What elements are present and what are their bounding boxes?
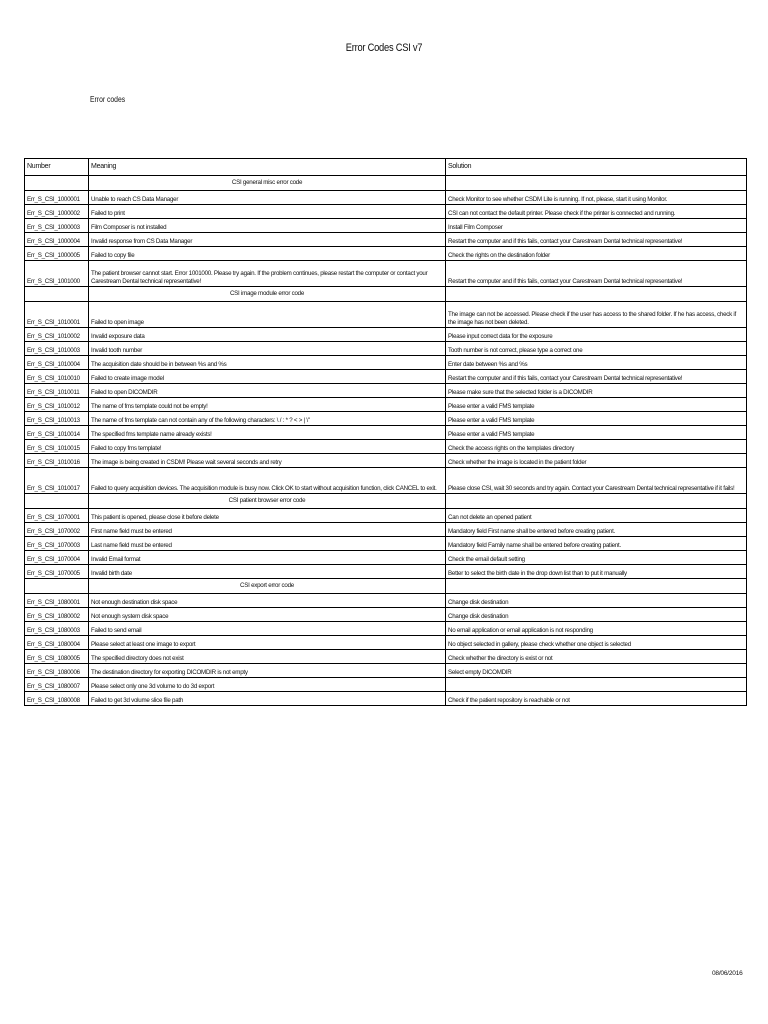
error-solution: Check if the patient repository is reachable or not: [446, 692, 747, 706]
section-number-cell: [25, 494, 89, 509]
error-meaning: This patient is opened, please close it before delete: [89, 509, 446, 523]
table-row: [25, 509, 747, 523]
table-row: [25, 650, 747, 664]
error-meaning: Unable to reach CS Data Manager: [89, 191, 446, 205]
section-header-row: [25, 579, 747, 594]
error-solution: Check Monitor to see whether CSDM Lite is running. If not, please, start it using Monitor.: [446, 191, 747, 205]
table-row: [25, 219, 747, 233]
error-meaning: The specified directory does not exist: [89, 650, 446, 664]
error-solution: Restart the computer and if this fails, contact your Carestream Dental technical representative!: [446, 370, 747, 384]
error-number: Err_S_CSI_1000005: [25, 247, 89, 261]
error-number: Err_S_CSI_1010016: [25, 454, 89, 468]
table-row: [25, 523, 747, 537]
error-number: Err_S_CSI_1070005: [25, 565, 89, 579]
error-meaning: Failed to copy file: [89, 247, 446, 261]
error-solution: Tooth number is not correct, please type a correct one: [446, 342, 747, 356]
error-number: Err_S_CSI_1010010: [25, 370, 89, 384]
error-solution: The image can not be accessed. Please check if the user has access to the shared folder. If he has access, check if the image has not been deleted.: [446, 302, 747, 328]
error-meaning: Last name field must be entered: [89, 537, 446, 551]
error-meaning: First name field must be entered: [89, 523, 446, 537]
error-number: Err_S_CSI_1010011: [25, 384, 89, 398]
table-row: [25, 537, 747, 551]
table-row: [25, 664, 747, 678]
error-meaning: Failed to open image: [89, 302, 446, 328]
section-solution-cell: [446, 287, 747, 302]
error-solution: Please input correct data for the exposure: [446, 328, 747, 342]
error-solution: Change disk destination: [446, 608, 747, 622]
error-number: Err_S_CSI_1010017: [25, 468, 89, 494]
table-row: [25, 468, 747, 494]
error-number: Err_S_CSI_1070004: [25, 551, 89, 565]
error-number: Err_S_CSI_1080001: [25, 594, 89, 608]
table-row: [25, 678, 747, 692]
table-header-row: [25, 159, 747, 176]
error-solution: Mandatory field First name shall be entered before creating patient.: [446, 523, 747, 537]
section-number-cell: [25, 579, 89, 594]
error-meaning: The acquisition date should be in between %s and %s: [89, 356, 446, 370]
error-meaning: Invalid tooth number: [89, 342, 446, 356]
document-subtitle: Error codes: [90, 95, 126, 104]
section-solution-cell: [446, 176, 747, 191]
error-solution: Please enter a valid FMS template: [446, 426, 747, 440]
error-number: Err_S_CSI_1070002: [25, 523, 89, 537]
section-header-row: [25, 494, 747, 509]
error-meaning: Invalid Email format: [89, 551, 446, 565]
section-title: CSI patient browser error code: [89, 494, 446, 509]
table-row: [25, 426, 747, 440]
table-row: [25, 551, 747, 565]
document-title: Error Codes CSI v7: [345, 42, 423, 54]
error-solution: Better to select the birth date in the drop down list than to put it manually: [446, 565, 747, 579]
error-number: Err_S_CSI_1000002: [25, 205, 89, 219]
error-solution: Select empty DICOMDIR: [446, 664, 747, 678]
error-number: Err_S_CSI_1010003: [25, 342, 89, 356]
error-number: Err_S_CSI_1080008: [25, 692, 89, 706]
table-row: [25, 342, 747, 356]
error-number: Err_S_CSI_1080003: [25, 622, 89, 636]
error-number: Err_S_CSI_1001000: [25, 261, 89, 287]
table-row: [25, 398, 747, 412]
error-solution: Please close CSI, wait 30 seconds and try again. Contact your Carestream Dental technical representative if it fails!: [446, 468, 747, 494]
table-row: [25, 440, 747, 454]
error-solution: Enter date between %s and %s: [446, 356, 747, 370]
section-header-row: [25, 287, 747, 302]
error-codes-body: [25, 159, 747, 706]
error-number: Err_S_CSI_1010014: [25, 426, 89, 440]
header-number: Number: [25, 159, 89, 176]
error-solution: Check the email default setting: [446, 551, 747, 565]
error-number: Err_S_CSI_1010004: [25, 356, 89, 370]
error-meaning: The name of fms template could not be empty!: [89, 398, 446, 412]
table-row: [25, 692, 747, 706]
error-solution: Check whether the image is located in the patient folder: [446, 454, 747, 468]
section-title: CSI general misc error code: [89, 176, 446, 191]
table-row: [25, 261, 747, 287]
error-number: Err_S_CSI_1010012: [25, 398, 89, 412]
error-solution: Restart the computer and if this fails, contact your Carestream Dental technical representative!: [446, 261, 747, 287]
error-meaning: The image is being created in CSDM! Please wait several seconds and retry: [89, 454, 446, 468]
header-solution: Solution: [446, 159, 747, 176]
error-solution: CSI can not contact the default printer. Please check if the printer is connected and running.: [446, 205, 747, 219]
table-row: [25, 622, 747, 636]
error-number: Err_S_CSI_1080004: [25, 636, 89, 650]
error-meaning: Not enough system disk space: [89, 608, 446, 622]
table-row: [25, 328, 747, 342]
error-meaning: The name of fms template can not contain any of the following characters: \ / : * ? < > | \": [89, 412, 446, 426]
table-row: [25, 370, 747, 384]
error-number: Err_S_CSI_1080007: [25, 678, 89, 692]
error-meaning: The destination directory for exporting DICOMDIR is not empty: [89, 664, 446, 678]
error-number: Err_S_CSI_1070001: [25, 509, 89, 523]
section-solution-cell: [446, 579, 747, 594]
table-row: [25, 412, 747, 426]
error-meaning: Not enough destination disk space: [89, 594, 446, 608]
error-solution: Check the access rights on the templates directory: [446, 440, 747, 454]
error-solution: Please enter a valid FMS template: [446, 398, 747, 412]
error-solution: Change disk destination: [446, 594, 747, 608]
error-meaning: The patient browser cannot start. Error 1001000. Please try again. If the problem continues, please restart the computer or contact your Carestream Dental technical representative!: [89, 261, 446, 287]
section-title: CSI export error code: [89, 579, 446, 594]
header-meaning: Meaning: [89, 159, 446, 176]
error-meaning: Failed to copy fms template!: [89, 440, 446, 454]
error-solution: Install Film Composer: [446, 219, 747, 233]
section-header-row: [25, 176, 747, 191]
error-codes-table: [24, 158, 747, 706]
error-solution: Restart the computer and if this fails, contact your Carestream Dental technical representative!: [446, 233, 747, 247]
table-row: [25, 565, 747, 579]
table-row: [25, 454, 747, 468]
error-meaning: Failed to get 3d volume slice file path: [89, 692, 446, 706]
error-number: Err_S_CSI_1010002: [25, 328, 89, 342]
error-number: Err_S_CSI_1080005: [25, 650, 89, 664]
error-number: Err_S_CSI_1000003: [25, 219, 89, 233]
error-number: Err_S_CSI_1080002: [25, 608, 89, 622]
error-number: Err_S_CSI_1080006: [25, 664, 89, 678]
error-meaning: Failed to send email: [89, 622, 446, 636]
error-meaning: Please select only one 3d volume to do 3d export: [89, 678, 446, 692]
error-number: Err_S_CSI_1010015: [25, 440, 89, 454]
error-solution: No object selected in gallery, please check whether one object is selected: [446, 636, 747, 650]
error-meaning: Invalid birth date: [89, 565, 446, 579]
error-solution: No email application or email application is not responding: [446, 622, 747, 636]
table-row: [25, 191, 747, 205]
error-meaning: Failed to query acquisition devices. The acquisition module is busy now. Click OK to start without acquisition function, click CANCEL to exit.: [89, 468, 446, 494]
table-row: [25, 356, 747, 370]
error-solution: [446, 678, 747, 692]
section-number-cell: [25, 176, 89, 191]
error-number: Err_S_CSI_1070003: [25, 537, 89, 551]
table-row: [25, 608, 747, 622]
section-number-cell: [25, 287, 89, 302]
error-meaning: The specified fms template name already exists!: [89, 426, 446, 440]
error-meaning: Invalid exposure data: [89, 328, 446, 342]
error-number: Err_S_CSI_1010001: [25, 302, 89, 328]
section-solution-cell: [446, 494, 747, 509]
error-solution: Check whether the directory is exist or not: [446, 650, 747, 664]
table-row: [25, 636, 747, 650]
error-meaning: Failed to create image model: [89, 370, 446, 384]
table-row: [25, 384, 747, 398]
section-title: CSI image module error code: [89, 287, 446, 302]
footer-date: 08/06/2016: [712, 970, 743, 977]
error-meaning: Invalid response from CS Data Manager: [89, 233, 446, 247]
table-row: [25, 233, 747, 247]
error-number: Err_S_CSI_1000001: [25, 191, 89, 205]
error-meaning: Film Composer is not installed: [89, 219, 446, 233]
error-solution: Can not delete an opened patient: [446, 509, 747, 523]
error-solution: Check the rights on the destination folder: [446, 247, 747, 261]
error-solution: Please make sure that the selected folder is a DICOMDIR: [446, 384, 747, 398]
error-number: Err_S_CSI_1000004: [25, 233, 89, 247]
error-meaning: Failed to open DICOMDIR: [89, 384, 446, 398]
table-row: [25, 302, 747, 328]
table-row: [25, 594, 747, 608]
error-solution: Please enter a valid FMS template: [446, 412, 747, 426]
table-row: [25, 205, 747, 219]
error-meaning: Please select at least one image to export: [89, 636, 446, 650]
error-meaning: Failed to print: [89, 205, 446, 219]
error-number: Err_S_CSI_1010013: [25, 412, 89, 426]
table-row: [25, 247, 747, 261]
error-solution: Mandatory field Family name shall be entered before creating patient.: [446, 537, 747, 551]
